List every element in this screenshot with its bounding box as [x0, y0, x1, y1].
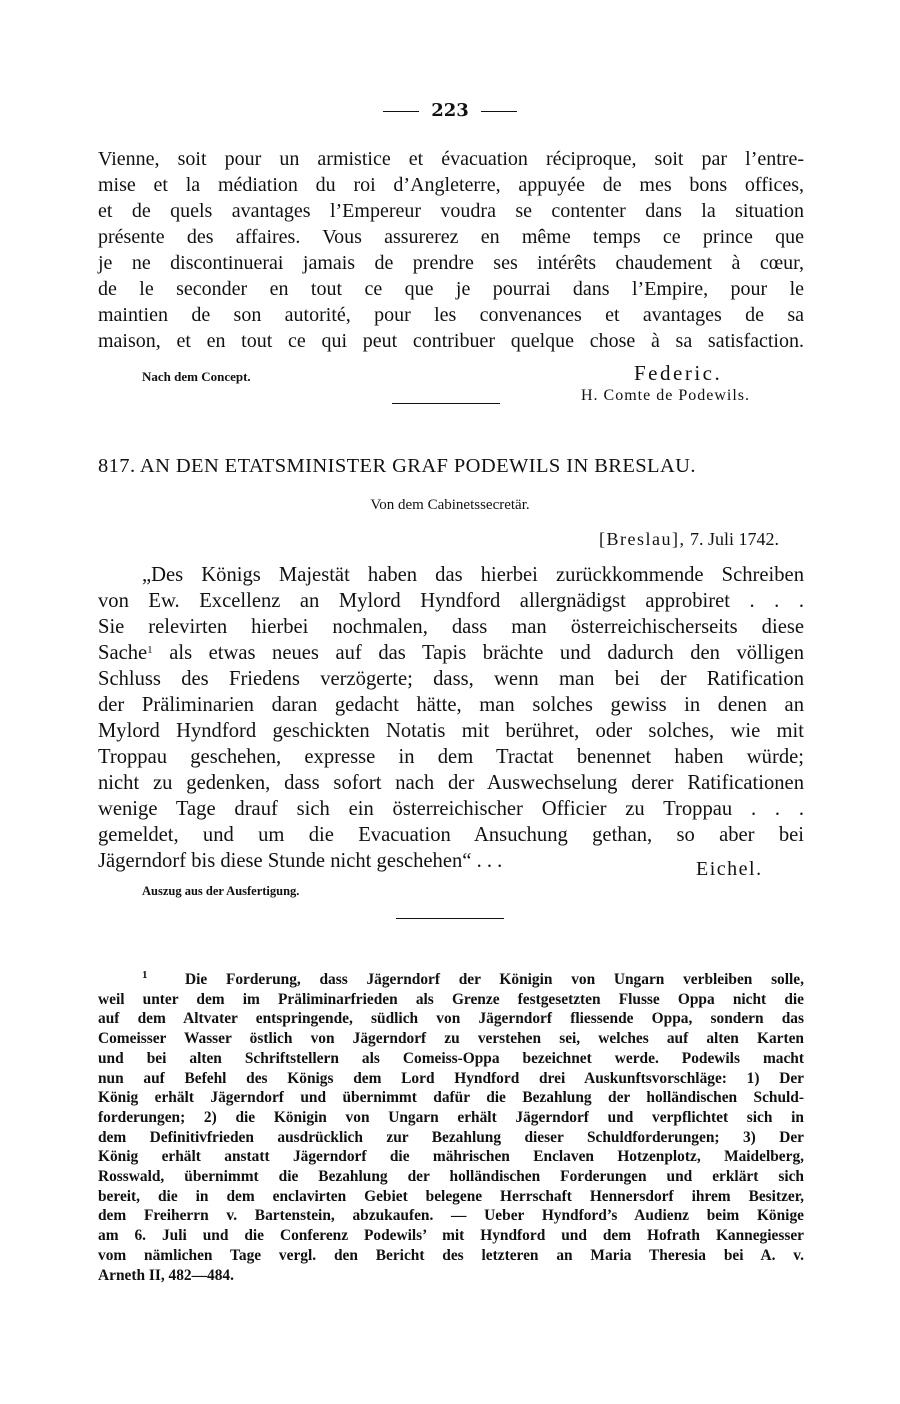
- source-note: Nach dem Concept.: [142, 369, 251, 384]
- document-subtitle: Von dem Cabinetssecretär.: [370, 497, 530, 513]
- footnote-line: am 6. Juli und die Conferenz Podewils’ mit Hyndford und dem Hofrath Kannegiesser: [98, 1227, 804, 1245]
- running-head: [0, 100, 900, 121]
- text-line: Sie relevirten hierbei nochmalen, dass man österreichischerseits diese: [98, 616, 804, 638]
- text-line: Troppau geschehen, expresse in dem Tractat benennet haben würde;: [98, 746, 804, 768]
- head-rule-right: [481, 111, 517, 112]
- text-line: von Ew. Excellenz an Mylord Hyndford allergnädigst approbiret . . .: [98, 590, 804, 612]
- document-text: [98, 562, 804, 874]
- text-line: gemeldet, und um die Evacuation Ansuchung gethan, so aber bei: [98, 824, 804, 846]
- text-line: Mylord Hyndford geschickten Notatis mit berühret, oder solches, wie mit: [98, 720, 804, 742]
- footnote-line: Comeisser Wasser östlich von Jägerndorf zu verstehen sei, welches auf alten Karten: [98, 1030, 804, 1048]
- text-line: der Präliminarien daran gedacht hätte, man solches gewiss in denen an: [98, 694, 804, 716]
- footnote: [98, 970, 804, 1285]
- footnote-line: vom nämlichen Tage vergl. den Bericht des letzteren an Maria Theresia bei A. v.: [98, 1246, 804, 1264]
- text-line: „Des Königs Majestät haben das hierbei zurückkommende Schreiben: [142, 564, 804, 586]
- text-line: mise et la médiation du roi d’Angleterre, appuyée de mes bons offices,: [98, 174, 804, 196]
- text-line: présente des affaires. Vous assurerez en même temps ce prince que: [98, 226, 804, 248]
- footnote-line-text: Die Forderung, dass Jägerndorf der Königin von Ungarn verbleiben solle,: [184, 971, 804, 988]
- text-line: et de quels avantages l’Empereur voudra se contenter dans la situation: [98, 200, 804, 222]
- source-note: Auszug aus der Ausfertigung.: [142, 884, 300, 898]
- separator-rule: [392, 403, 500, 404]
- footnote-marker: 1: [142, 969, 148, 981]
- text-line: maison, et en tout ce qui peut contribuer quelque chose à sa satisfaction.: [98, 330, 804, 352]
- text-line: Schluss des Friedens verzögerte; dass, wenn man bei der Ratification: [98, 668, 804, 690]
- dateline: [599, 529, 779, 550]
- letter-end-text: [98, 146, 804, 354]
- footnote-marker: 1: [147, 644, 153, 656]
- text-line: maintien de son autorité, pour les convenances et avantages de sa: [98, 304, 804, 326]
- footnote-line: Rosswald, übernimmt die Bezahlung der holländischen Forderungen und erklärt sich: [98, 1168, 804, 1186]
- footnote-line: nun auf Befehl des Königs dem Lord Hyndford drei Auskunftsvorschläge: 1) Der: [98, 1069, 804, 1087]
- document-title: AN DEN ETATSMINISTER GRAF PODEWILS IN BRESLAU.: [139, 455, 696, 477]
- footnote-first-line: [98, 970, 804, 990]
- text-line-with-footnote: [98, 640, 804, 666]
- signature-eichel: Eichel.: [696, 858, 763, 880]
- document-number: 817.: [98, 455, 136, 477]
- footnote-line: forderungen; 2) die Königin von Ungarn erhält Jägerndorf und verpflichtet sich in: [98, 1108, 804, 1126]
- footnote-line: und bei alten Schriftstellern als Comeiss-Oppa bezeichnet werde. Podewils macht: [98, 1049, 804, 1067]
- footnote-line: bereit, die in dem enclavirten Gebiet belegene Herrschaft Hennersdorf ihrem Besitzer,: [98, 1187, 804, 1205]
- document-heading: [98, 455, 804, 478]
- text-line: de le seconder en tout ce que je pourrai dans l’Empire, pour le: [98, 278, 804, 300]
- text-line: Jägerndorf bis diese Stunde nicht geschehen“ . . .: [98, 850, 503, 872]
- footnote-line: auf dem Altvater entspringende, südlich von Jägerndorf fliessende Oppa, sondern das: [98, 1010, 804, 1028]
- date-day: 7. Juli 1742.: [689, 529, 779, 549]
- footnote-line: dem Definitivfrieden ausdrücklich zur Bezahlung dieser Schuldforderungen; 3) Der: [98, 1128, 804, 1146]
- text-line: Vienne, soit pour un armistice et évacuation réciproque, soit par l’entre-: [98, 148, 804, 170]
- footnote-line: Arneth II, 482—484.: [98, 1266, 234, 1284]
- text-line: je ne discontinuerai jamais de prendre ses intérêts chaudement à cœur,: [98, 252, 804, 274]
- date-place: [Breslau],: [599, 529, 686, 549]
- footnote-line: König erhält anstatt Jägerndorf die mährischen Enclaven Hotzenplotz, Maidelberg,: [98, 1148, 804, 1166]
- footnote-anchor-word: Sache: [98, 642, 148, 664]
- head-rule-left: [383, 111, 419, 112]
- page-number: 223: [431, 100, 469, 121]
- footnote-line: König erhält Jägerndorf und übernimmt dafür die Bezahlung der holländischen Schuld-: [98, 1089, 804, 1107]
- countersignature: H. Comte de Podewils.: [581, 387, 750, 404]
- footnote-line: dem Freiherrn v. Bartenstein, abzukaufen. — Ueber Hyndford’s Audienz beim Könige: [98, 1207, 804, 1225]
- text-line: nicht zu gedenken, dass sofort nach der Auswechselung derer Ratificationen: [98, 772, 804, 794]
- text-line: wenige Tage drauf sich ein österreichischer Officier zu Troppau . . .: [98, 798, 804, 820]
- text-line-rest: als etwas neues auf das Tapis brächte und dadurch den völligen: [169, 642, 804, 664]
- separator-rule: [396, 918, 504, 919]
- footnote-line: weil unter dem im Präliminarfrieden als Grenze festgesetzten Flusse Oppa nicht die: [98, 990, 804, 1008]
- signature-federic: Federic.: [634, 361, 723, 385]
